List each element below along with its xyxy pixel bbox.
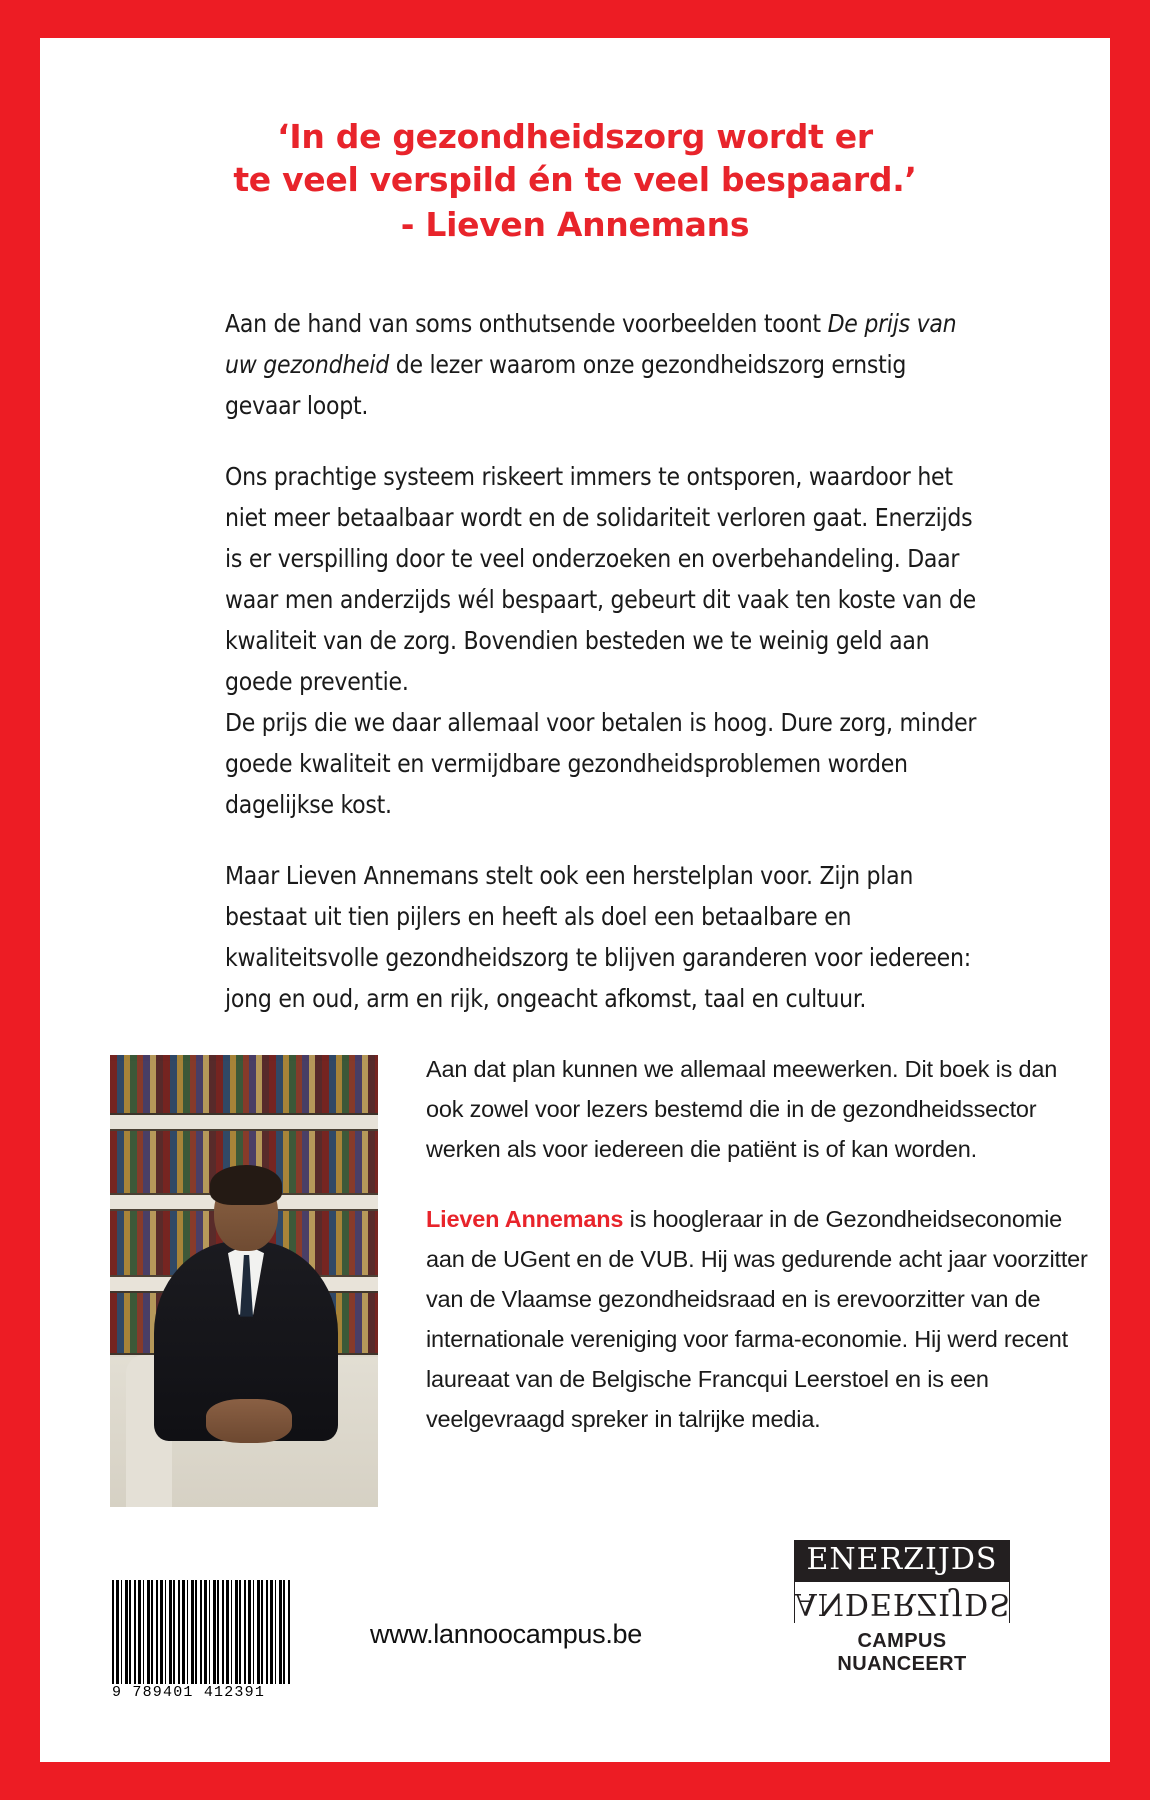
isbn-barcode xyxy=(112,1580,292,1704)
cover-page xyxy=(40,38,1110,1762)
author-hands xyxy=(206,1399,292,1443)
paragraph-4: Maar Lieven Annemans stelt ook een herstelplan voor. Zijn plan bestaat uit tien pijlers en heeft als doel een betaalbare en kwaliteitsvolle gezondheidszorg te blijven garanderen voor iedereen: jong en oud, arm en rijk, ongeacht afkomst, taal en cultuur. xyxy=(225,860,971,1013)
pull-quote-line-2: te veel verspild én te veel bespaard.’ xyxy=(233,159,917,199)
author-bio-text: is hoogleraar in de Gezondheidseconomie aan de UGent en de VUB. Hij was gedurende acht jaar voorzitter van de Vlaamse gezondheidsraad en is erevoorzitter van de internationale vereniging voor farma-economie. Hij werd recent laureaat van de Belgische Francqui Leerstoel en is een veelgevraagd spreker in talrijke media. xyxy=(426,1205,1088,1432)
author-bio xyxy=(426,1199,1092,1439)
logo-word-anderzijds: ANDERZIJDS xyxy=(794,1581,1010,1623)
paragraph-2: Ons prachtige systeem riskeert immers te ontsporen, waardoor het niet meer betaalbaar wordt en de solidariteit verloren gaat. Enerzijds is er verspilling door te veel onderzoeken en overbehandeling. Daar waar men anderzijds wél bespaart, gebeurt dit vaak ten koste van de kwaliteit van de zorg. Bovendien besteden we te weinig geld aan goede preventie. xyxy=(225,461,976,696)
author-text-column xyxy=(378,1049,1092,1469)
publisher-url[interactable]: www.lannoocampus.be xyxy=(370,1619,642,1649)
pull-quote xyxy=(40,116,1110,247)
barcode-number: 9 789401 412391 xyxy=(112,1684,266,1701)
logo-tagline: CAMPUS NUANCEERT xyxy=(837,1630,967,1675)
paragraph-1 xyxy=(225,303,977,426)
pull-quote-attribution: - Lieven Annemans xyxy=(400,204,750,244)
logo-word-enerzijds: ENERZIJDS xyxy=(794,1540,1010,1581)
book-title-italic: De prijs van uw gezondheid xyxy=(225,308,957,379)
paragraph-3: De prijs die we daar allemaal voor betalen is hoog. Dure zorg, minder goede kwaliteit en vermijdbare gezondheidsproblemen worden dagelijkse kost. xyxy=(225,707,977,819)
barcode-bars xyxy=(112,1580,292,1684)
publisher-logo xyxy=(794,1540,1010,1676)
author-hair xyxy=(210,1165,282,1205)
paragraph-1-text-a: Aan de hand van soms onthutsende voorbeelden toont xyxy=(225,308,828,338)
paragraph-5: Aan dat plan kunnen we allemaal meewerken. Dit boek is dan ook zowel voor lezers bestemd die in de gezondheidssector werken als voor iedereen die patiënt is of kan worden. xyxy=(426,1055,1058,1162)
author-section xyxy=(40,1049,1110,1507)
paragraph-1-text-b: de lezer waarom onze gezondheidszorg ernstig gevaar loopt. xyxy=(225,349,907,420)
cover-footer xyxy=(40,1522,1110,1762)
author-photo xyxy=(110,1055,378,1507)
author-name: Lieven Annemans xyxy=(426,1205,624,1232)
pull-quote-line-1: ‘In de gezondheidszorg wordt er xyxy=(277,117,873,156)
blurb-body xyxy=(155,303,995,1019)
